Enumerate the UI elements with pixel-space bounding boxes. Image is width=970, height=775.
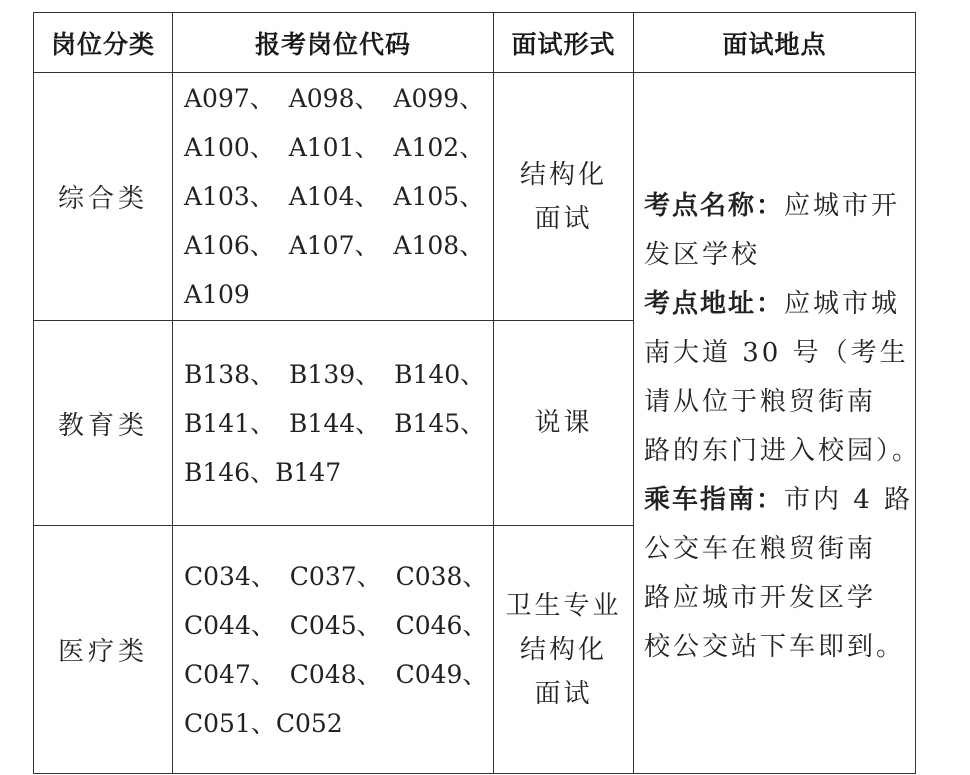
format-line: 结构化 bbox=[519, 634, 607, 665]
code-line: B146、B147 bbox=[184, 457, 342, 487]
code-line: C044、 C045、 C046、 bbox=[184, 610, 488, 640]
code-line: A097、 A098、 A099、 bbox=[184, 84, 485, 113]
location-transit-text: 市内 4 路 bbox=[784, 485, 914, 515]
location-transit-line bbox=[644, 476, 914, 525]
header-position-codes: 报考岗位代码 bbox=[173, 13, 494, 73]
location-address-label: 考点地址： bbox=[644, 289, 785, 319]
category-cell: 医疗类 bbox=[34, 526, 173, 774]
location-name-line bbox=[644, 182, 909, 231]
format-line: 卫生专业 bbox=[505, 590, 622, 621]
codes-cell bbox=[173, 526, 494, 774]
format-cell bbox=[494, 526, 634, 774]
location-transit-line: 路应城市开发区学 bbox=[644, 583, 877, 613]
location-name-line: 发区学校 bbox=[644, 240, 761, 270]
location-cell bbox=[634, 73, 922, 774]
interview-table bbox=[33, 12, 922, 774]
format-line: 说课 bbox=[534, 408, 593, 438]
table-row bbox=[34, 73, 916, 321]
format-line: 面试 bbox=[534, 203, 593, 234]
codes-cell bbox=[173, 73, 494, 321]
code-line: A109 bbox=[184, 280, 250, 309]
location-transit-label: 乘车指南： bbox=[644, 485, 785, 515]
location-name-text: 应城市开 bbox=[784, 191, 901, 221]
location-address-line bbox=[644, 280, 909, 329]
code-line: A106、 A107、 A108、 bbox=[184, 231, 485, 260]
header-interview-format: 面试形式 bbox=[494, 13, 634, 73]
format-cell bbox=[494, 321, 634, 526]
location-name-label: 考点名称： bbox=[644, 191, 785, 221]
header-category: 岗位分类 bbox=[34, 13, 173, 73]
code-line: C034、 C037、 C038、 bbox=[184, 561, 488, 591]
location-address-text: 应城市城 bbox=[784, 289, 901, 319]
location-transit-line: 公交车在粮贸街南 bbox=[644, 534, 877, 564]
code-line: B138、 B139、 B140、 bbox=[184, 359, 486, 389]
format-line: 结构化 bbox=[519, 159, 607, 190]
code-line: C047、 C048、 C049、 bbox=[184, 659, 488, 689]
category-cell: 教育类 bbox=[34, 321, 173, 526]
format-line: 面试 bbox=[534, 678, 593, 709]
location-address-line: 路的东门进入校园）。 bbox=[644, 436, 922, 466]
header-interview-location: 面试地点 bbox=[634, 13, 916, 73]
code-line: B141、 B144、 B145、 bbox=[184, 408, 486, 438]
code-line: C051、C052 bbox=[184, 708, 343, 738]
codes-cell bbox=[173, 321, 494, 526]
location-transit-line: 校公交站下车即到。 bbox=[644, 632, 906, 662]
format-cell bbox=[494, 73, 634, 321]
location-address-line: 南大道 30 号（考生 bbox=[644, 338, 909, 368]
location-address-line: 请从位于粮贸街南 bbox=[644, 387, 877, 417]
code-line: A100、 A101、 A102、 bbox=[184, 133, 485, 162]
code-line: A103、 A104、 A105、 bbox=[184, 182, 485, 211]
category-cell: 综合类 bbox=[34, 73, 173, 321]
table-header-row bbox=[34, 13, 916, 73]
